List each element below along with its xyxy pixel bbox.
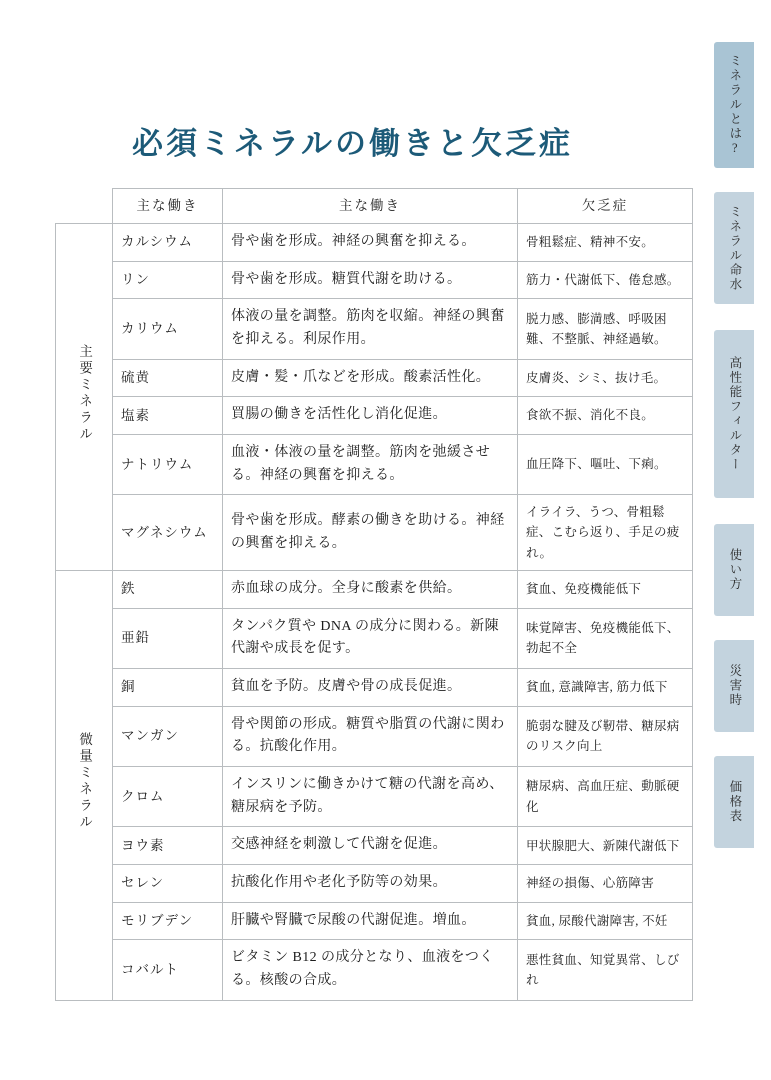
mineral-name: モリブデン [113, 902, 223, 940]
mineral-name: リン [113, 261, 223, 299]
mineral-function: 交感神経を刺激して代謝を促進。 [223, 827, 518, 865]
mineral-deficiency: 貧血、免疫機能低下 [518, 570, 693, 608]
table-row [56, 223, 693, 261]
mineral-name: 硫黄 [113, 359, 223, 397]
side-tab-high-performance-filter[interactable]: 高性能フィルター [714, 330, 754, 498]
column-header-function: 主な働き [223, 189, 518, 224]
mineral-deficiency: 神経の損傷、心筋障害 [518, 865, 693, 903]
side-tab-mineral-water[interactable]: ミネラル命水 [714, 192, 754, 304]
mineral-name: 亜鉛 [113, 608, 223, 668]
mineral-deficiency: 血圧降下、嘔吐、下痢。 [518, 434, 693, 494]
mineral-deficiency: 皮膚炎、シミ、抜け毛。 [518, 359, 693, 397]
mineral-deficiency: 脱力感、膨満感、呼吸困難、不整脈、神経過敏。 [518, 299, 693, 359]
table-row [56, 570, 693, 608]
mineral-function: ビタミン B12 の成分となり、血液をつくる。核酸の合成。 [223, 940, 518, 1000]
table-row [56, 359, 693, 397]
side-tab-navigation [705, 0, 771, 1080]
mineral-function: 皮膚・髪・爪などを形成。酸素活性化。 [223, 359, 518, 397]
table-body [56, 223, 693, 1000]
mineral-name: コバルト [113, 940, 223, 1000]
mineral-name: クロム [113, 767, 223, 827]
table-row [56, 261, 693, 299]
mineral-table-wrapper [55, 188, 692, 1001]
column-header-group [56, 189, 113, 224]
table-header [56, 189, 693, 224]
mineral-name: セレン [113, 865, 223, 903]
group-label-trace: 微量ミネラル [56, 570, 113, 1000]
mineral-name: 銅 [113, 669, 223, 707]
mineral-function: 肝臓や腎臓で尿酸の代謝促進。増血。 [223, 902, 518, 940]
mineral-name: 鉄 [113, 570, 223, 608]
table-row [56, 669, 693, 707]
mineral-name: ヨウ素 [113, 827, 223, 865]
mineral-deficiency: 味覚障害、免疫機能低下、勃起不全 [518, 608, 693, 668]
mineral-function: 血液・体液の量を調整。筋肉を弛緩させる。神経の興奮を抑える。 [223, 434, 518, 494]
mineral-name: 塩素 [113, 397, 223, 435]
mineral-name: マンガン [113, 706, 223, 766]
table-row [56, 940, 693, 1000]
mineral-function: 体液の量を調整。筋肉を収縮。神経の興奮を抑える。利尿作用。 [223, 299, 518, 359]
mineral-deficiency: 糖尿病、高血圧症、動脈硬化 [518, 767, 693, 827]
mineral-function: インスリンに働きかけて糖の代謝を高め、糖尿病を予防。 [223, 767, 518, 827]
mineral-deficiency: 貧血, 意識障害, 筋力低下 [518, 669, 693, 707]
mineral-function: 骨や歯を形成。神経の興奮を抑える。 [223, 223, 518, 261]
table-header-row [56, 189, 693, 224]
mineral-deficiency: 貧血, 尿酸代謝障害, 不妊 [518, 902, 693, 940]
table-row [56, 299, 693, 359]
mineral-function: 赤血球の成分。全身に酸素を供給。 [223, 570, 518, 608]
mineral-deficiency: 甲状腺肥大、新陳代謝低下 [518, 827, 693, 865]
table-row [56, 706, 693, 766]
side-tab-price-list[interactable]: 価格表 [714, 756, 754, 848]
mineral-function: 骨や歯を形成。糖質代謝を助ける。 [223, 261, 518, 299]
page-title: 必須ミネラルの働きと欠乏症 [131, 126, 574, 161]
mineral-name: ナトリウム [113, 434, 223, 494]
group-label-major: 主要ミネラル [56, 223, 113, 570]
table-row [56, 865, 693, 903]
mineral-deficiency: 脆弱な腱及び靭帯、糖尿病のリスク向上 [518, 706, 693, 766]
side-tab-what-is-mineral[interactable]: ミネラルとは? [714, 42, 754, 168]
table-row [56, 767, 693, 827]
table-row [56, 434, 693, 494]
table-row [56, 608, 693, 668]
side-tab-how-to-use[interactable]: 使い方 [714, 524, 754, 616]
table-row [56, 495, 693, 571]
mineral-name: カリウム [113, 299, 223, 359]
mineral-function: 買腸の働きを活性化し消化促進。 [223, 397, 518, 435]
mineral-name: マグネシウム [113, 495, 223, 571]
mineral-deficiency: 筋力・代謝低下、倦怠感。 [518, 261, 693, 299]
side-tab-disaster[interactable]: 災害時 [714, 640, 754, 732]
mineral-function: 骨や関節の形成。糖質や脂質の代謝に関わる。抗酸化作用。 [223, 706, 518, 766]
column-header-deficiency: 欠乏症 [518, 189, 693, 224]
mineral-deficiency: 悪性貧血、知覚異常、しびれ [518, 940, 693, 1000]
mineral-name: カルシウム [113, 223, 223, 261]
mineral-deficiency: イライラ、うつ、骨粗鬆症、こむら返り、手足の疲れ。 [518, 495, 693, 571]
mineral-function: 貧血を予防。皮膚や骨の成長促進。 [223, 669, 518, 707]
mineral-function: タンパク質や DNA の成分に関わる。新陳代謝や成長を促す。 [223, 608, 518, 668]
column-header-name: 主な働き [113, 189, 223, 224]
mineral-deficiency: 骨粗鬆症、精神不安。 [518, 223, 693, 261]
mineral-deficiency: 食欲不振、消化不良。 [518, 397, 693, 435]
mineral-function: 骨や歯を形成。酵素の働きを助ける。神経の興奮を抑える。 [223, 495, 518, 571]
table-row [56, 397, 693, 435]
table-row [56, 827, 693, 865]
table-row [56, 902, 693, 940]
mineral-function: 抗酸化作用や老化予防等の効果。 [223, 865, 518, 903]
mineral-table [55, 188, 693, 1001]
